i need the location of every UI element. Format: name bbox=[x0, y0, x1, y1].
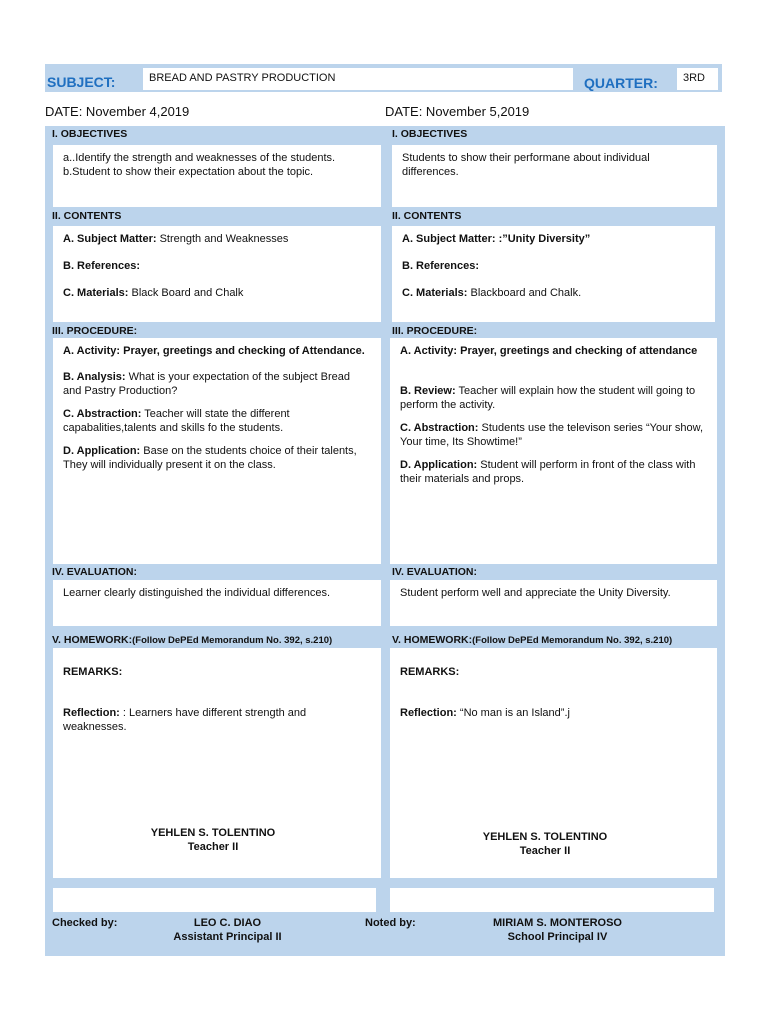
right-homework-title bbox=[392, 634, 672, 646]
right-objectives-title: I. OBJECTIVES bbox=[392, 128, 468, 140]
right-references: B. References: bbox=[402, 260, 480, 272]
left-references: B. References: bbox=[63, 260, 141, 272]
left-abstraction-label: C. Abstraction: bbox=[63, 408, 142, 420]
noted-by-title: School Principal IV bbox=[507, 931, 608, 943]
left-materials bbox=[63, 286, 371, 300]
right-evaluation-text: Student perform well and appreciate the Unity Diversity. bbox=[400, 587, 671, 599]
left-contents-box bbox=[53, 226, 381, 322]
right-review-value: Teacher will explain how the student will going to perform the activity. bbox=[400, 385, 696, 411]
left-evaluation-text: Learner clearly distinguished the individual differences. bbox=[63, 587, 331, 599]
left-homework-title bbox=[52, 634, 332, 646]
right-materials-label: C. Materials: bbox=[402, 287, 468, 299]
quarter-value: 3RD bbox=[677, 68, 718, 90]
left-subject-matter-label: A. Subject Matter: bbox=[63, 233, 157, 245]
left-homework-note: (Follow DePEd Memorandum No. 392, s.210) bbox=[132, 635, 333, 646]
right-application-value: Student will perform in front of the class with their materials and props. bbox=[400, 459, 696, 485]
right-abstraction bbox=[400, 421, 707, 449]
left-analysis-label: B. Analysis: bbox=[63, 371, 126, 383]
left-reflection bbox=[63, 706, 371, 734]
right-homework-label: V. HOMEWORK: bbox=[392, 634, 473, 646]
subject-value: BREAD AND PASTRY PRODUCTION bbox=[143, 68, 573, 90]
left-objectives-box bbox=[53, 145, 381, 207]
checked-by-signer bbox=[140, 916, 315, 944]
left-procedure-title: III. PROCEDURE: bbox=[52, 325, 138, 337]
right-contents-box bbox=[392, 226, 715, 322]
left-signer-title: Teacher II bbox=[187, 841, 239, 853]
left-materials-label: C. Materials: bbox=[63, 287, 129, 299]
left-subject-matter bbox=[63, 232, 371, 246]
left-application-label: D. Application: bbox=[63, 445, 141, 457]
left-subject-matter-value: Strength and Weaknesses bbox=[156, 233, 289, 245]
noted-by-name: MIRIAM S. MONTEROSO bbox=[493, 917, 622, 929]
left-signer-name: YEHLEN S. TOLENTINO bbox=[150, 827, 276, 839]
subject-label: SUBJECT: bbox=[47, 74, 116, 90]
right-procedure-title: III. PROCEDURE: bbox=[392, 325, 478, 337]
right-signer-name: YEHLEN S. TOLENTINO bbox=[482, 831, 608, 843]
left-materials-value: Black Board and Chalk bbox=[128, 287, 244, 299]
left-analysis-value: What is your expectation of the subject Bread and Pastry Production? bbox=[63, 371, 350, 397]
right-reflection-value: “No man is an Island”.j bbox=[456, 707, 570, 719]
noted-by-label: Noted by: bbox=[365, 917, 416, 929]
right-reflection bbox=[400, 706, 707, 720]
right-homework-note: (Follow DePEd Memorandum No. 392, s.210) bbox=[472, 635, 673, 646]
right-blank-box bbox=[390, 888, 714, 912]
left-objective-2: b.Student to show their expectation about the topic. bbox=[63, 166, 314, 178]
checked-by-label: Checked by: bbox=[52, 917, 118, 929]
left-remarks: REMARKS: bbox=[63, 666, 123, 678]
left-evaluation-box bbox=[53, 580, 381, 626]
left-procedure-box bbox=[53, 338, 381, 564]
right-activity: A. Activity: Prayer, greetings and checking of attendance bbox=[400, 345, 698, 357]
right-subject-matter-label: A. Subject Matter: bbox=[402, 233, 496, 245]
right-materials-value: Blackboard and Chalk. bbox=[467, 287, 582, 299]
left-blank-box bbox=[53, 888, 376, 912]
right-abstraction-value: Students use the televison series “Your show, Your time, Its Showtime!” bbox=[400, 422, 704, 448]
left-contents-title: II. CONTENTS bbox=[52, 210, 122, 222]
left-abstraction-value: Teacher will state the different capabalities,talents and skills fo the students. bbox=[63, 408, 290, 434]
left-objectives-title: I. OBJECTIVES bbox=[52, 128, 128, 140]
right-objective-1: Students to show their performane about individual differences. bbox=[402, 152, 650, 178]
left-evaluation-title: IV. EVALUATION: bbox=[52, 566, 137, 578]
right-materials bbox=[402, 286, 705, 300]
right-contents-title: II. CONTENTS bbox=[392, 210, 462, 222]
left-application-value: Base on the students choice of their talents, They will individually present it on the class. bbox=[63, 445, 357, 471]
left-activity: A. Activity: Prayer, greetings and checking of Attendance. bbox=[63, 345, 365, 357]
right-date: DATE: November 5,2019 bbox=[385, 104, 530, 119]
right-objectives-box bbox=[392, 145, 717, 207]
checked-by-name: LEO C. DIAO bbox=[193, 917, 262, 929]
right-signature bbox=[390, 830, 700, 858]
right-application bbox=[400, 458, 707, 486]
checked-by-title: Assistant Principal II bbox=[173, 931, 282, 943]
left-analysis bbox=[63, 370, 371, 398]
left-objective-1: a..Identify the strength and weaknesses of the students. bbox=[63, 152, 336, 164]
left-signature bbox=[53, 826, 373, 854]
right-review bbox=[400, 384, 707, 412]
right-subject-matter bbox=[402, 232, 705, 246]
noted-by-signer bbox=[470, 916, 645, 944]
left-reflection-label: Reflection: bbox=[63, 707, 120, 719]
right-remarks: REMARKS: bbox=[400, 666, 460, 678]
quarter-label: QUARTER: bbox=[584, 75, 658, 91]
left-application bbox=[63, 444, 371, 472]
right-evaluation-title: IV. EVALUATION: bbox=[392, 566, 477, 578]
left-reflection-value: : Learners have different strength and weaknesses. bbox=[63, 707, 307, 733]
right-subject-matter-value: :”Unity Diversity” bbox=[495, 233, 591, 245]
left-abstraction bbox=[63, 407, 371, 435]
right-procedure-box bbox=[390, 338, 717, 564]
right-abstraction-label: C. Abstraction: bbox=[400, 422, 479, 434]
right-evaluation-box bbox=[390, 580, 717, 626]
right-reflection-label: Reflection: bbox=[400, 707, 457, 719]
left-homework-label: V. HOMEWORK: bbox=[52, 634, 133, 646]
left-date: DATE: November 4,2019 bbox=[45, 104, 190, 119]
right-signer-title: Teacher II bbox=[519, 845, 571, 857]
right-application-label: D. Application: bbox=[400, 459, 478, 471]
right-review-label: B. Review: bbox=[400, 385, 456, 397]
